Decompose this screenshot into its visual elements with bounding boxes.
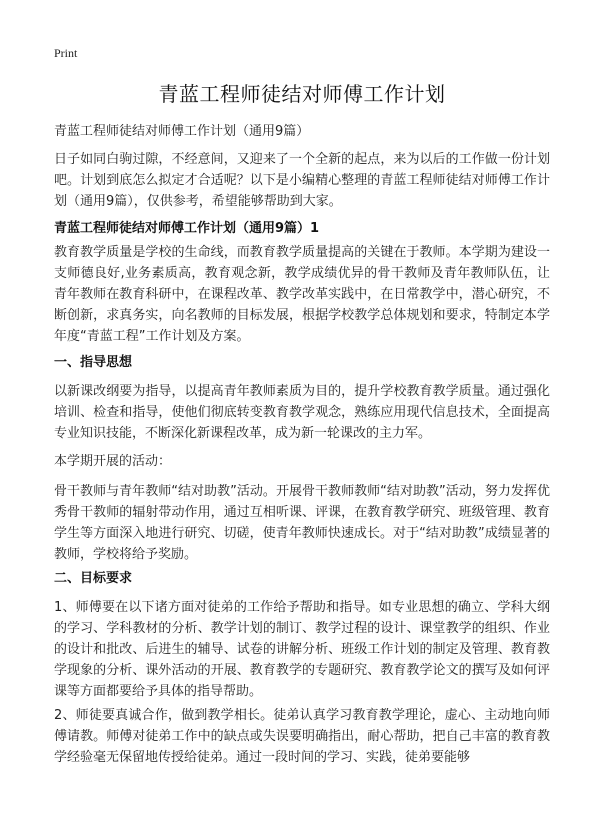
heading-goals: 二、目标要求 [54,571,133,586]
paragraph-guiding-thought: 以新课改纲要为指导，以提高青年教师素质为目的，提升学校教育教学质量。通过强化培训、检查和指导，使他们彻底转变教育教学观念，熟练应用现代信息技术，全面提高专业知识技能，不断深化新课程改革，成为新一轮课改的主力军。 [54,384,550,441]
document-subtitle: 青蓝工程师徒结对师傅工作计划（通用9篇） [54,124,310,139]
paragraph-activities-label: 本学期开展的活动： [54,454,172,469]
paragraph-quality: 教育教学质量是学校的生命线，而教育教学质量提高的关键在于教师。本学期为建设一支师德良好,业务素质高，教育观念新，教学成绩优异的骨干教师及青年教师队伍，让青年教师在教育科研中，在课程改革、教学改革实践中，在日常教学中，潜心研究，不断创新，求真务实，向名教师的目标发展，根据学校教学总体规划和要求，特制定本学年度“青蓝工程”工作计划及方案。 [54,245,550,344]
paragraph-goal-2: 2、师徒要真诚合作，做到教学相长。徒弟认真学习教育教学理论，虚心、主动地向师傅请教。师傅对徒弟工作中的缺点或失误要明确指出，耐心帮助，把自己丰富的教育教学经验毫无保留地传授给徒弟。通过一段时间的学习、实践，徒弟要能够 [54,708,550,765]
heading-guiding-thought: 一、指导思想 [54,355,133,370]
intro-paragraph: 日子如同白驹过隙，不经意间，又迎来了一个全新的起点，来为以后的工作做一份计划吧。计划到底怎么拟定才合适呢？以下是小编精心整理的青蓝工程师徒结对师傅工作计划（通用9篇），仅供参考，希望能够帮助到大家。 [54,152,550,209]
paragraph-activities: 骨干教师与青年教师“结对助教”活动。开展骨干教师教师“结对助教”活动，努力发挥优秀骨干教师的辐射带动作用，通过互相听课、评课，在教育教学研究、班级管理、教育学生等方面深入地进行研究、切磋，使青年教师快速成长。对于“结对助教”成绩显著的教师，学校将给予奖励。 [54,484,550,562]
page-title: 青蓝工程师徒结对师傅工作计划 [158,82,446,106]
paragraph-goal-1: 1、师傅要在以下诸方面对徒弟的工作给予帮助和指导。如专业思想的确立、学科大纲的学习、学科教材的分析、教学计划的制订、教学过程的设计、课堂教学的组织、作业的设计和批改、后进生的辅导、试卷的讲解分析、班级工作计划的制定及管理、教育教学现象的分析、课外活动的开展、教育教学的专题研究、教育教学论文的撰写及如何评课等方面都要给予具体的指导帮助。 [54,600,550,699]
section-heading-1: 青蓝工程师徒结对师傅工作计划（通用9篇）1 [54,221,320,236]
print-label: Print [54,46,78,60]
